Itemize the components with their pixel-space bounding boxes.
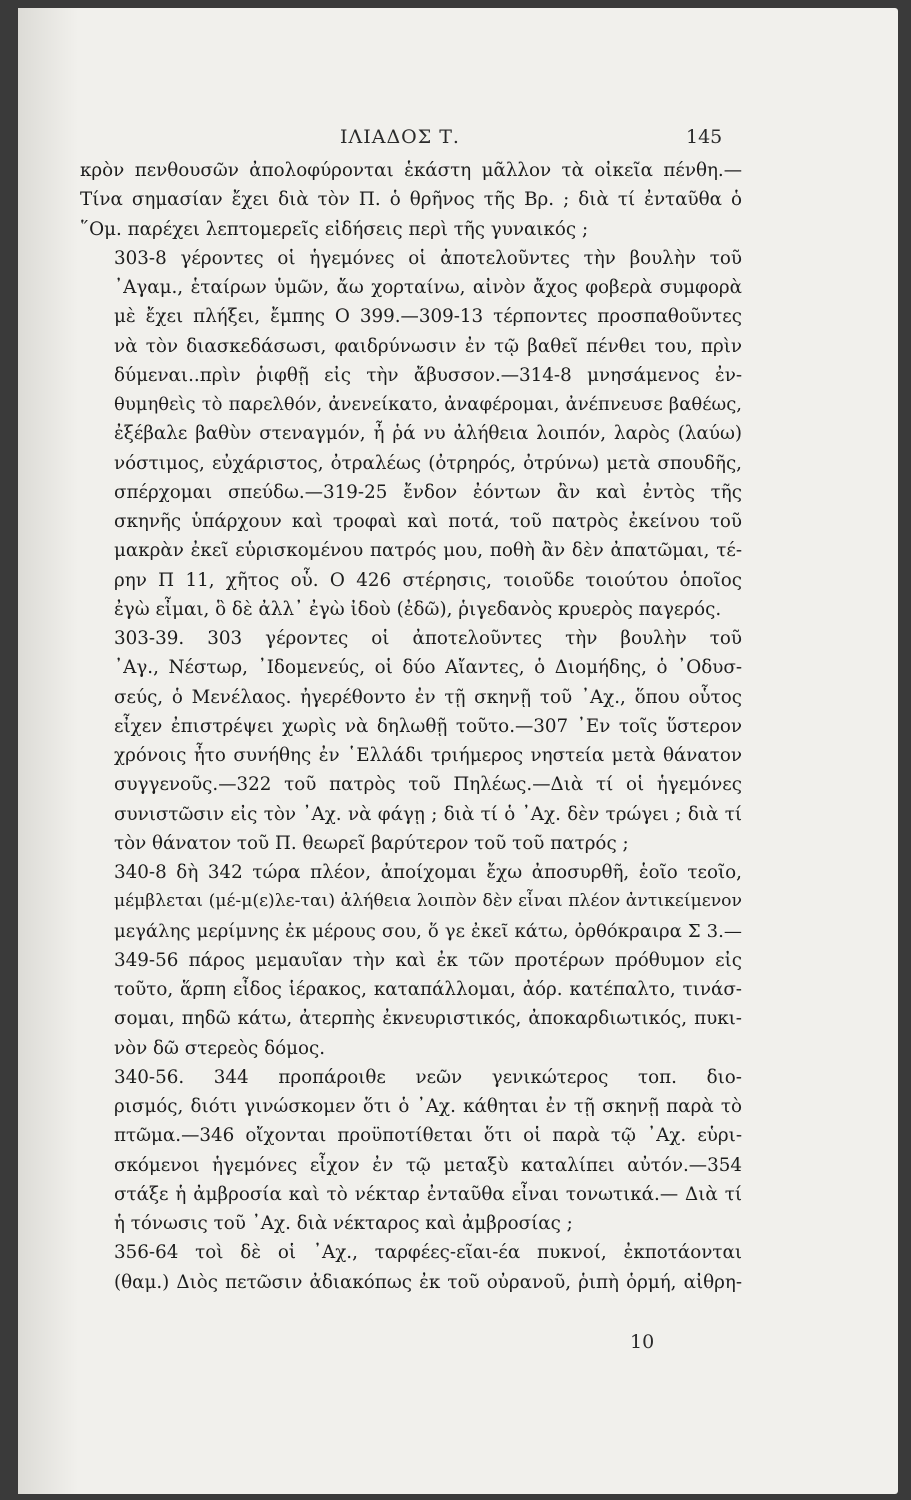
text-line: συγγενοῦς.—322 τοῦ πατρὸς τοῦ Πηλέως.—Διὰ τί οἱ ἡγεμόνες	[114, 774, 742, 796]
running-header	[18, 126, 898, 150]
text-line: ᾿Αγ., Νέστωρ, ᾿Ιδομενεύς, οἱ δύο Αἴαντες, ὁ Διομήδης, ὁ ᾿Οδυσ-	[114, 657, 742, 679]
text-line: 349-56 πάρος μεμαυῖαν τὴν καὶ ἐκ τῶν προτέρων πρόθυμον εἰς	[114, 949, 742, 971]
text-line: τοῦτο, ἅρπη εἶδος ἱέρακος, καταπάλλομαι, ἀόρ. κατέπαλτο, τινάσ-	[114, 979, 742, 1000]
text-line: 340-56. 344 προπάροιθε νεῶν γενικώτερος τοπ. διο-	[114, 1066, 742, 1088]
text-line: σομαι, πηδῶ κάτω, ἀτερπὴς ἐκνευριστικός, ἀποκαρδιωτικός, πυκι-	[114, 1008, 742, 1030]
text-line: ἡ τόνωσις τοῦ ᾿Αχ. διὰ νέκταρος καὶ ἀμβροσίας ;	[114, 1213, 573, 1234]
paragraph	[80, 624, 742, 858]
text-line: ρισμός, διότι γινώσκομεν ὅτι ὁ ᾿Αχ. κάθηται ἐν τῇ σκηνῇ παρὰ τὸ	[114, 1096, 742, 1117]
text-line: μὲ ἔχει πλήξει, ἔμπης Ο 399.—309-13 τέρποντες προσπαθοῦντες	[114, 306, 742, 328]
text-line: στάξε ἡ ἀμβροσία καὶ τὸ νέκταρ ἐνταῦθα εἶναι τονωτικά.— Διὰ τί	[114, 1183, 742, 1205]
text-line: νὰ τὸν διασκεδάσωσι, φαιδρύνωσιν ἐν τῷ βαθεῖ πένθει του, πρὶν	[114, 335, 742, 357]
text-line: μακρὰν ἐκεῖ εὑρισκομένου πατρός μου, ποθὴ ἂν δὲν ἀπατῶμαι, τέ-	[114, 540, 742, 562]
paragraph	[80, 244, 742, 624]
text-line: σπέρχομαι σπεύδω.—319-25 ἔνδον ἐόντων ἂν καὶ ἐντὸς τῆς	[114, 481, 742, 503]
text-line: σκηνῆς ὑπάρχουν καὶ τροφαὶ καὶ ποτά, τοῦ πατρὸς ἐκείνου τοῦ	[114, 511, 742, 532]
text-line: τὸν θάνατον τοῦ Π. θεωρεῖ βαρύτερον τοῦ τοῦ πατρός ;	[114, 832, 629, 854]
text-line: θυμηθεὶς τὸ παρελθόν, ἀνενείκατο, ἀναφέρομαι, ἀνέπνευσε βαθέως,	[114, 394, 742, 415]
text-line: ἐξέβαλε βαθὺν στεναγμόν, ἦ ῥά νυ ἀλήθεια λοιπόν, λαρὸς (λαύω)	[114, 423, 742, 445]
text-line: 303-39. 303 γέροντες οἱ ἀποτελοῦντες τὴν βουλὴν τοῦ	[114, 628, 742, 649]
text-line: σκόμενοι ἡγεμόνες εἶχον ἐν τῷ μεταξὺ καταλίπει αὐτόν.—354	[114, 1154, 742, 1176]
text-line: εἶχεν ἐπιστρέψει χωρὶς νὰ δηλωθῇ τοῦτο.—307 ᾿Εν τοῖς ὕστερον	[114, 715, 742, 737]
text-line: ῞Ομ. παρέχει λεπτομερεῖς εἰδήσεις περὶ τῆς γυναικός ;	[80, 218, 589, 240]
text-line: χρόνοις ἦτο συνήθης ἐν ῾Ελλάδι τριήμερος νηστεία μετὰ θάνατον	[114, 745, 742, 766]
paragraph	[80, 1238, 742, 1297]
text-line: Τίνα σημασίαν ἔχει διὰ τὸν Π. ὁ θρῆνος τῆς Βρ. ; διὰ τί ἐνταῦθα ὁ	[80, 189, 742, 211]
paragraph	[80, 156, 742, 244]
text-line: νὸν δῶ στερεὸς δόμος.	[114, 1037, 326, 1059]
text-line: συνιστῶσιν εἰς τὸν ᾿Αχ. νὰ φάγῃ ; διὰ τί ὁ ᾿Αχ. δὲν τρώγει ; διὰ τί	[114, 803, 742, 825]
book-page	[18, 8, 898, 1494]
running-title: ΙΛΙΑΔΟΣ Τ.	[340, 126, 460, 148]
text-line: μεγάλης μερίμνης ἐκ μέρους σου, ὅ γε ἐκεῖ κάτω, ὀρθόκραιρα Σ 3.—	[114, 920, 742, 942]
text-line: δύμεναι..πρὶν ῥιφθῇ εἰς τὴν ἄβυσσον.—314-8 μνησάμενος ἐν-	[114, 364, 742, 386]
page-number: 145	[686, 126, 723, 148]
text-line: κρὸν πενθουσῶν ἀπολοφύρονται ἑκάστη μᾶλλον τὰ οἰκεῖα πένθη.—	[80, 160, 742, 181]
text-line: 303-8 γέροντες οἱ ἡγεμόνες οἱ ἀποτελοῦντες τὴν βουλὴν τοῦ	[114, 247, 742, 269]
signature-mark: 10	[630, 1331, 655, 1353]
text-line: πτῶμα.—346 οἴχονται προϋποτίθεται ὅτι οἱ παρὰ τῷ ᾿Αχ. εὑρι-	[114, 1125, 742, 1147]
text-line: ρην Π 11, χῆτος οὗ. Ο 426 στέρησις, τοιοῦδε τοιούτου ὁποῖος	[114, 569, 742, 591]
text-line: νόστιμος, εὐχάριστος, ὀτραλέως (ὀτρηρός, ὀτρύνω) μετὰ σπουδῆς,	[114, 452, 742, 474]
page-spine-shadow	[18, 8, 78, 1494]
commentary-text	[80, 156, 742, 1297]
text-line: 340-8 δὴ 342 τώρα πλέον, ἀποίχομαι ἔχω ἀποσυρθῆ, ἑοῖο τεοῖο,	[114, 862, 742, 883]
text-line: μέμβλεται (μέ-μ(ε)λε-ται) ἀλήθεια λοιπὸν δὲν εἶναι πλέον ἀντικείμενον	[114, 891, 742, 912]
paragraph	[80, 1063, 742, 1239]
text-line: ἐγὼ εἶμαι, ὃ δὲ ἀλλ᾿ ἐγὼ ἰδοὺ (ἐδῶ), ῥιγεδανὸς κρυερὸς παγερός.	[114, 598, 722, 620]
text-line: σεύς, ὁ Μενέλαος. ἠγερέθοντο ἐν τῇ σκηνῇ τοῦ ᾿Αχ., ὅπου οὗτος	[114, 686, 742, 708]
paragraph	[80, 858, 742, 1063]
text-line: ᾿Αγαμ., ἑταίρων ὑμῶν, ἄω χορταίνω, αἰνὸν ἄχος φοβερὰ συμφορὰ	[114, 277, 742, 298]
text-line: (θαμ.) Διὸς πετῶσιν ἀδιακόπως ἐκ τοῦ οὐρανοῦ, ῥιπὴ ὁρμή, αἰθρη-	[114, 1271, 742, 1293]
text-line: 356-64 τοὶ δὲ οἱ ᾿Αχ., ταρφέες-εῖαι-έα πυκνοί, ἐκποτάονται	[114, 1242, 742, 1264]
